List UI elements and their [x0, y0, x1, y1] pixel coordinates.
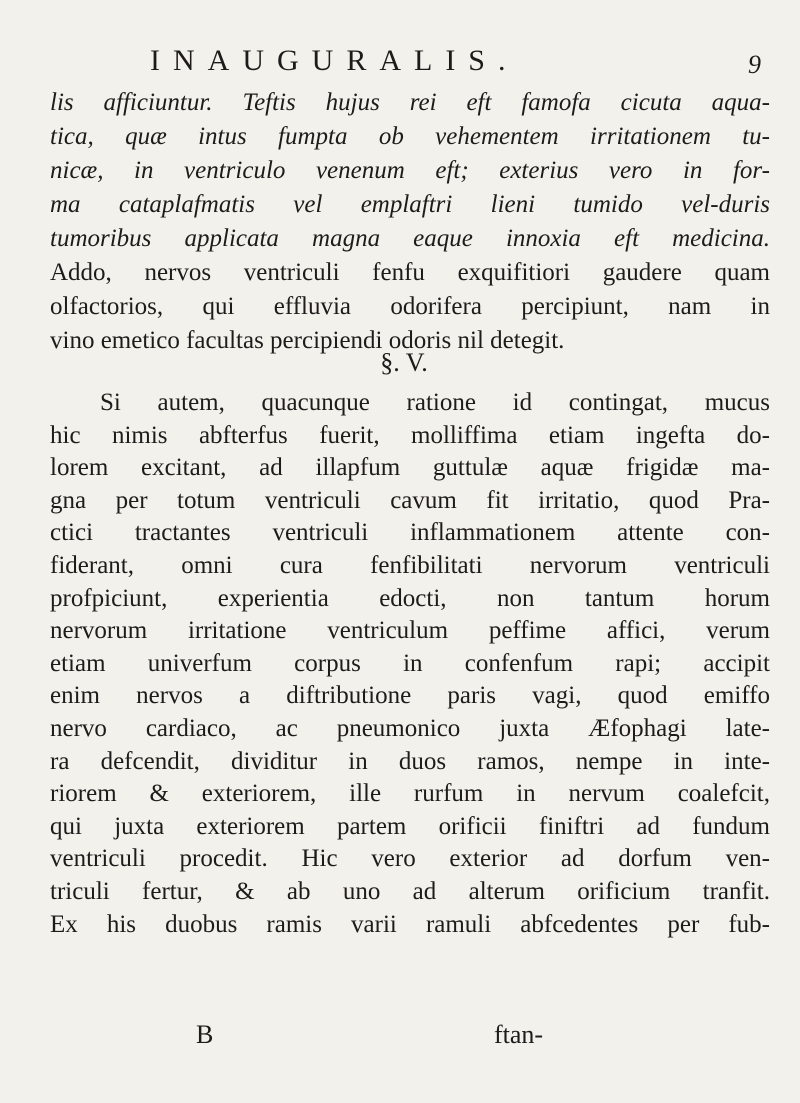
text-line: gna per totum ventriculi cavum fit irritatio, quod Pra-	[50, 486, 770, 514]
text-line: hic nimis abfterfus fuerit, molliffima etiam ingefta do-	[50, 421, 770, 449]
text-line: profpiciunt, experientia edocti, non tantum horum	[50, 584, 770, 612]
text-line: enim nervos a diftributione paris vagi, quod emiffo	[50, 682, 770, 710]
text-line: vino emetico facultas percipiendi odoris nil detegit.	[50, 327, 565, 354]
text-line: nicæ, in ventriculo venenum eft; exterius vero in for-	[50, 157, 770, 184]
text-line: Ex his duobus ramis varii ramuli abfcedentes per fub-	[50, 910, 770, 938]
text-line: ra defcendit, dividitur in duos ramos, nempe in inte-	[50, 747, 770, 775]
text-line: ma cataplafmatis vel emplaftri lieni tumido vel-duris	[50, 191, 770, 218]
text-line: nervo cardiaco, ac pneumonico juxta Æfophagi late-	[50, 714, 770, 742]
text-line: Si autem, quacunque ratione id contingat, mucus	[100, 389, 770, 416]
intro-italic-paragraph	[50, 86, 770, 256]
text-line: Addo, nervos ventriculi fenfu exquifitiori gaudere quam	[50, 259, 770, 286]
signature-mark: B	[196, 1020, 214, 1049]
text-line: olfactorios, qui effluvia odorifera percipiunt, nam in	[50, 293, 770, 320]
text-line: nervorum irritatione ventriculum peffime affici, verum	[50, 617, 770, 645]
text-line: tumoribus applicata magna eaque innoxia eft medicina.	[50, 225, 770, 252]
catchword: ftan-	[494, 1020, 544, 1049]
running-head: INAUGURALIS.	[150, 44, 519, 77]
text-line: lorem excitant, ad illapfum guttulæ aquæ frigidæ ma-	[50, 454, 770, 482]
text-line: ctici tractantes ventriculi inflammationem attente con-	[50, 519, 770, 547]
text-line: qui juxta exteriorem partem orificii finiftri ad fundum	[50, 812, 770, 840]
text-line: etiam univerfum corpus in confenfum rapi; accipit	[50, 649, 770, 677]
text-line: triculi fertur, & ab uno ad alterum orificium tranfit.	[50, 877, 770, 905]
text-line: fiderant, omni cura fenfibilitati nervorum ventriculi	[50, 551, 770, 579]
intro-roman-paragraph	[50, 256, 770, 358]
text-line: tica, quæ intus fumpta ob vehementem irritationem tu-	[50, 123, 770, 150]
text-line: lis afficiuntur. Teftis hujus rei eft famofa cicuta aqua-	[50, 89, 770, 116]
section-heading: §. V.	[380, 348, 428, 377]
page-number: 9	[748, 50, 761, 79]
text-line: ventriculi procedit. Hic vero exterior ad dorfum ven-	[50, 845, 770, 873]
section-body-paragraph	[50, 387, 770, 941]
text-line: riorem & exteriorem, ille rurfum in nervum coalefcit,	[50, 780, 770, 808]
